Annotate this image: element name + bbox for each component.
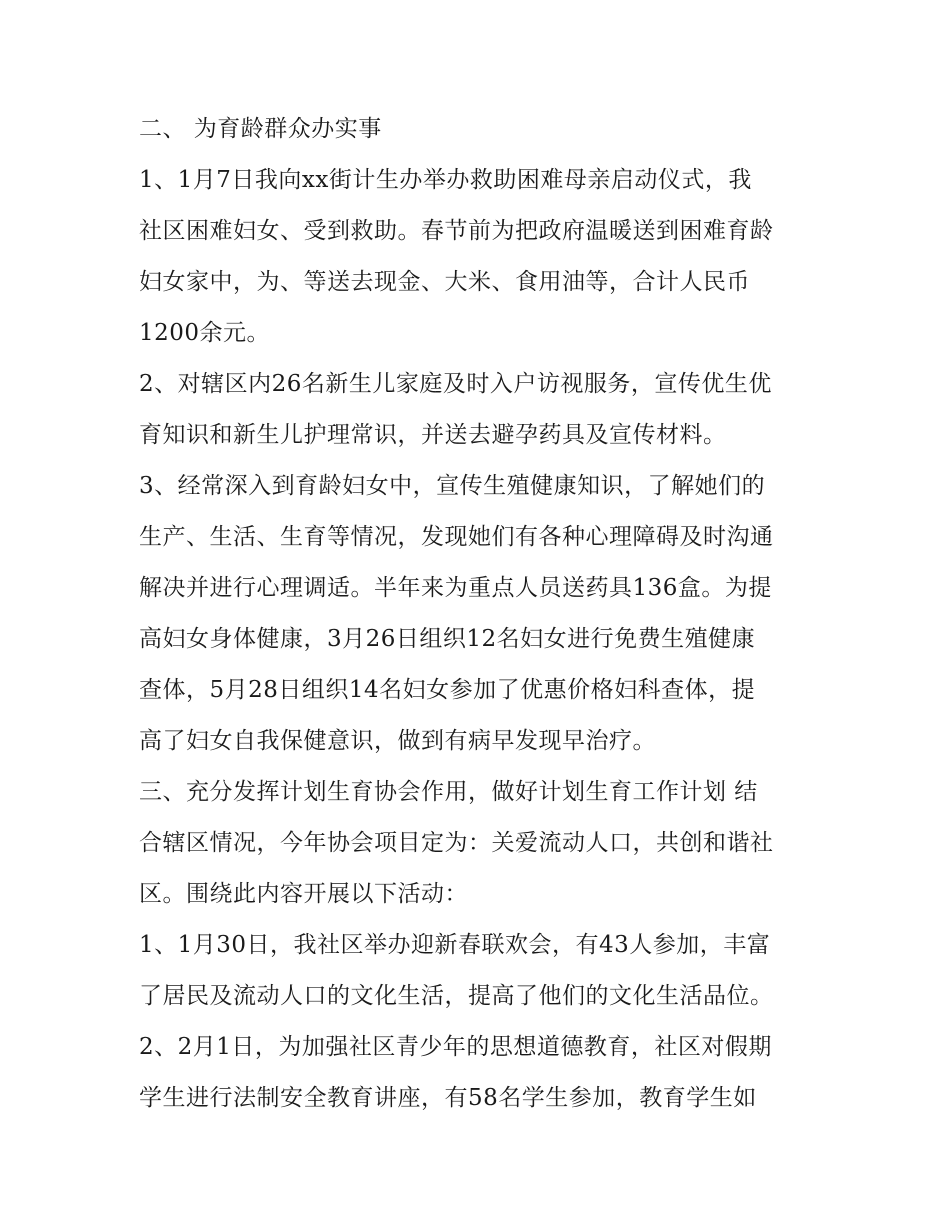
text-line: 学生进行法制安全教育讲座，有58名学生参加，教育学生如 bbox=[139, 1085, 757, 1111]
text-line: 1200余元。 bbox=[139, 320, 271, 346]
text-line: 育知识和新生儿护理常识，并送去避孕药具及宣传材料。 bbox=[139, 422, 727, 448]
text-line: 合辖区情况，今年协会项目定为：关爱流动人口，共创和谐社 bbox=[139, 830, 774, 856]
text-line: 2、2月1日，为加强社区青少年的思想道德教育，社区对假期 bbox=[139, 1034, 772, 1060]
text-line: 1、1月7日我向xx街计生办举办救助困难母亲启动仪式，我 bbox=[139, 167, 752, 193]
text-line: 高妇女身体健康，3月26日组织12名妇女进行免费生殖健康 bbox=[139, 626, 756, 652]
text-line: 1、1月30日，我社区举办迎新春联欢会，有43人参加，丰富 bbox=[139, 932, 771, 958]
text-line: 了居民及流动人口的文化生活，提高了他们的文化生活品位。 bbox=[139, 983, 774, 1009]
text-line: 生产、生活、生育等情况，发现她们有各种心理障碍及时沟通 bbox=[139, 524, 774, 550]
text-line: 区。围绕此内容开展以下活动： bbox=[139, 881, 468, 907]
text-line: 解决并进行心理调适。半年来为重点人员送药具136盒。为提 bbox=[139, 575, 772, 601]
text-line: 高了妇女自我保健意识，做到有病早发现早治疗。 bbox=[139, 728, 656, 754]
section-heading: 三、充分发挥计划生育协会作用，做好计划生育工作计划 结 bbox=[139, 779, 758, 805]
text-line: 妇女家中，为、等送去现金、大米、食用油等，合计人民币 bbox=[139, 269, 750, 295]
text-line: 2、对辖区内26名新生儿家庭及时入户访视服务，宣传优生优 bbox=[139, 371, 772, 397]
text-line: 查体，5月28日组织14名妇女参加了优惠价格妇科查体，提 bbox=[139, 677, 756, 703]
text-line: 3、经常深入到育龄妇女中，宣传生殖健康知识，了解她们的 bbox=[139, 473, 766, 499]
section-heading: 二、 为育龄群众办实事 bbox=[139, 116, 382, 142]
text-line: 社区困难妇女、受到救助。春节前为把政府温暖送到困难育龄 bbox=[139, 218, 774, 244]
